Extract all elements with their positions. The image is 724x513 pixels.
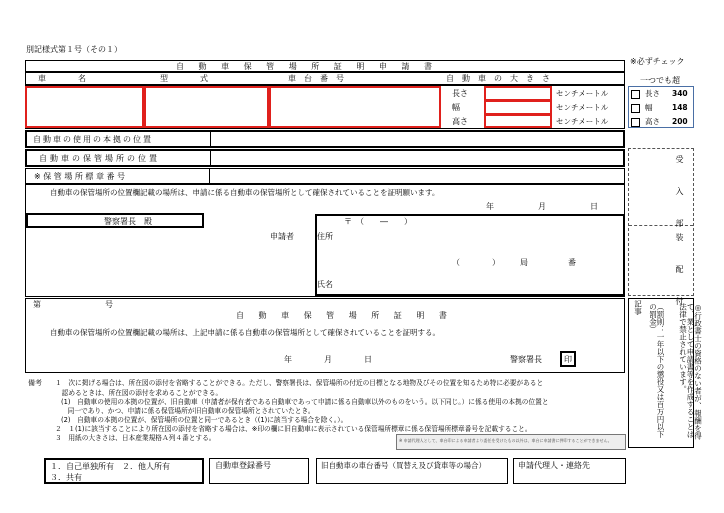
cert-date: 年 月 日 xyxy=(284,355,372,364)
height-label: 高さ xyxy=(452,117,468,126)
cert-title: 自 動 車 保 管 場 所 証 明 書 xyxy=(236,311,453,320)
penalty-text: （罰則：一年以下の懲役又は百万円以下の罰金） xyxy=(648,303,665,438)
police-label: 警察署長 殿 xyxy=(104,217,152,226)
form-number: 別記様式第１号（その１） xyxy=(26,45,122,54)
agent-notice-box xyxy=(396,434,626,450)
remarks-line-4: 同一であり、かつ、申請に係る保管場所が旧自動車の保管場所とされていたとき。 xyxy=(61,407,315,415)
height-field[interactable] xyxy=(484,114,552,128)
width-label: 幅 xyxy=(452,103,460,112)
model-field[interactable] xyxy=(144,86,269,128)
check-note: ※必ずチェック xyxy=(630,57,685,66)
agent-contact-field[interactable] xyxy=(513,458,626,484)
remarks-line-6: ２ １(1)に該当することにより所在図の添付を省略する場合は、※印の欄に旧自動車に表示されている保管場所標章に係る保管場所標章番号を記載すること。 xyxy=(55,425,532,433)
check-height-label: 高さ xyxy=(645,117,660,126)
storage-label: 自動車の保管場所の位置 xyxy=(39,154,160,163)
maker-field[interactable] xyxy=(25,86,144,128)
check-width-value: 148 xyxy=(672,103,688,112)
request-day: 日 xyxy=(590,202,598,211)
cert-police: 警察署長 xyxy=(510,355,542,364)
received-label: 受 入 部 xyxy=(675,155,684,235)
title-row xyxy=(25,60,625,72)
old-chassis-label: 旧自動車の車台番号（買替え及び貸車等の場合） xyxy=(321,461,486,470)
maker-header: 車 名 xyxy=(38,74,86,83)
use-base-field[interactable] xyxy=(209,131,623,147)
storage-field[interactable] xyxy=(209,150,623,166)
height-checkbox[interactable] xyxy=(631,118,640,127)
remarks-line-7: ３ 用紙の大きさは、日本産業規格Ａ列４番とする。 xyxy=(55,434,216,442)
check-width-label: 幅 xyxy=(645,103,653,112)
seal-label: 印 xyxy=(564,355,572,364)
remarks-line-5: (2) 自動車の本拠の位置が、保管場所の位置と同一であるとき（(1)に該当する場合を除く。）。 xyxy=(61,416,348,424)
ownership-field[interactable] xyxy=(44,458,204,484)
registration-number-field[interactable] xyxy=(209,458,309,484)
old-chassis-field[interactable] xyxy=(316,458,508,484)
use-base-label: 自動車の使用の本拠の位置 xyxy=(33,135,153,144)
form-title: 自 動 車 保 管 場 所 証 明 申 請 書 xyxy=(176,62,438,71)
check-length-label: 長さ xyxy=(645,89,660,98)
length-checkbox[interactable] xyxy=(631,90,640,99)
request-text: 自動車の保管場所の位置欄記載の場所は、申請に係る自動車の保管場所として確保されていることを証明願います。 xyxy=(50,188,440,197)
sign-number-row xyxy=(25,168,625,184)
request-year: 年 xyxy=(486,202,494,211)
check-height-value: 200 xyxy=(672,117,688,126)
height-unit: センチメートル xyxy=(556,117,609,126)
cert-number: 第 号 xyxy=(33,300,113,309)
check-length-value: 340 xyxy=(672,89,688,98)
cert-text: 自動車の保管場所の位置欄記載の場所は、上記申請に係る自動車の保管場所として確保されていることを証明する。 xyxy=(50,328,440,337)
ownership-options-2: ３．共有 xyxy=(50,473,82,482)
size-header: 自 動 車 の 大 き さ xyxy=(446,74,550,83)
remarks-line-3: (1) 自動車の使用の本拠の位置が、旧自動車（申請者が保有者である自動車であって申請に係る自動車以外のものをいう。以下同じ。）に係る使用の本拠の位置と xyxy=(61,398,549,406)
name-label: 氏名 xyxy=(317,280,333,289)
registration-number-label: 自動車登録番号 xyxy=(215,461,271,470)
width-checkbox[interactable] xyxy=(631,104,640,113)
remarks-line-1: １ 次に掲げる場合は、所在図の添付を省略することができる。ただし、警察署長は、保管場所の付近の目標となる地物及びその位置を知るため特に必要があると xyxy=(55,379,544,387)
notice-box xyxy=(628,298,703,448)
seal-box xyxy=(560,351,576,367)
applicant-field[interactable] xyxy=(315,214,625,296)
request-month: 月 xyxy=(538,202,546,211)
vehicle-header-row xyxy=(25,72,625,85)
applicant-label: 申請者 xyxy=(270,232,294,241)
width-field[interactable] xyxy=(484,100,552,115)
agent-notice-text: ※ 申請代理人として、車台印による申請者より委任を受けたもの以外は、車台に申請書に押印することができません。 xyxy=(399,438,612,443)
check-note2: 一つでも超 xyxy=(640,76,680,85)
agent-contact-label: 申請代理人・連絡先 xyxy=(518,461,590,470)
address-label: 住所 xyxy=(317,232,333,241)
divider xyxy=(209,169,210,183)
ownership-options: １．自己単独所有 ２．他人所有 xyxy=(50,462,170,471)
phone-line: （ ） 局 番 xyxy=(452,258,576,267)
notice-text: ◎行政書士の資格のない者が、報酬を得て、業として申請書等を作成することは法律で禁止されています。 xyxy=(678,303,703,440)
postal-code: 〒 （ ― ） xyxy=(344,217,412,226)
remarks-line-2: 認めるときは、所在図の添付を求めることができる。 xyxy=(55,389,223,397)
sign-number-label: ※ 保 管 場 所 標 章 番 号 xyxy=(34,172,126,181)
length-label: 長さ xyxy=(452,89,468,98)
length-unit: センチメートル xyxy=(556,89,609,98)
remarks-label: 備考 xyxy=(28,379,42,387)
processed-label: 装 配 付 xyxy=(675,233,684,313)
model-header: 型 式 xyxy=(160,74,208,83)
police-field[interactable] xyxy=(26,213,204,228)
chassis-field[interactable] xyxy=(269,86,441,128)
length-field[interactable] xyxy=(484,86,552,101)
fee-label: 記事 xyxy=(633,300,643,315)
width-unit: センチメートル xyxy=(556,103,609,112)
chassis-header: 車 台 番 号 xyxy=(288,74,344,83)
